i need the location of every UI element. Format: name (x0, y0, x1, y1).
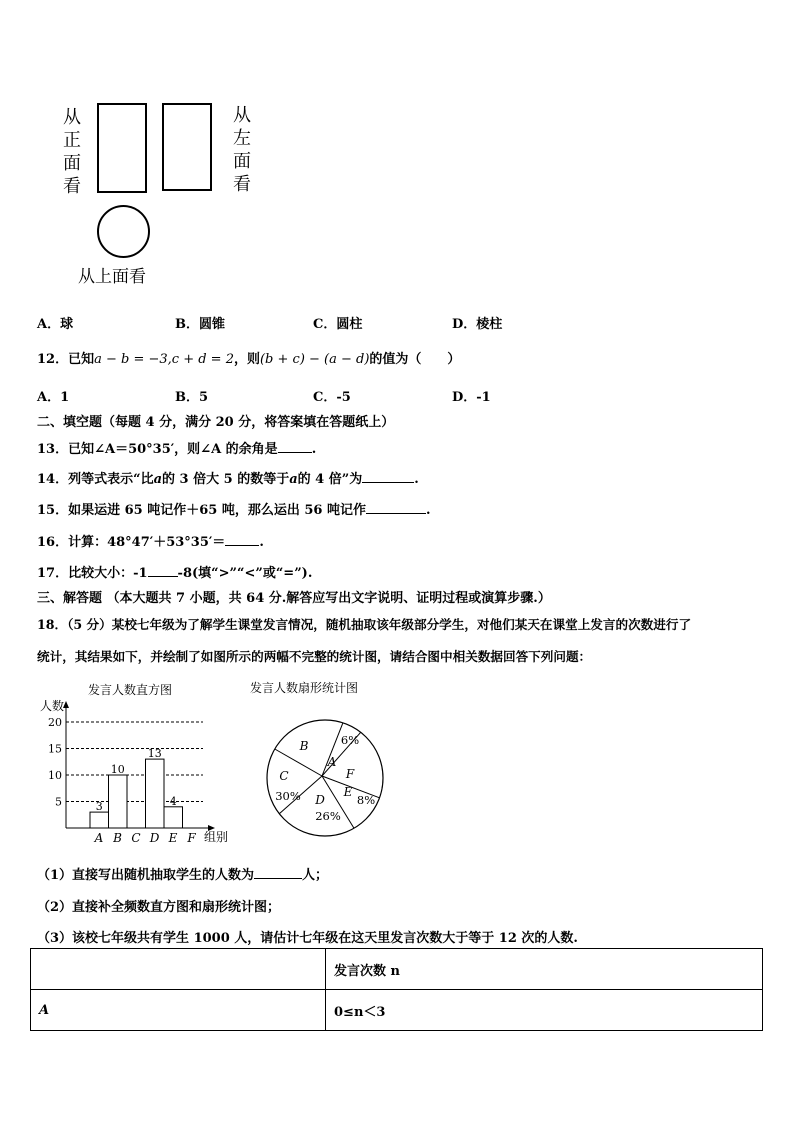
sub-question-1: （1）直接写出随机抽取学生的人数为 人； (37, 868, 329, 883)
front-view-rectangle (97, 103, 147, 193)
bar-value-label: 13 (147, 747, 162, 761)
front-view-label: 从 正 面 看 (63, 107, 81, 197)
frequency-table (30, 948, 763, 1031)
x-tick-label: E (168, 831, 178, 845)
q12-option-b: B．5 (175, 390, 209, 405)
answer-blank (362, 470, 414, 483)
pie-slice-label: F (345, 767, 355, 781)
section-3-heading: 三、解答题 （本大题共 7 小题，共 64 分.解答应写出文字说明、证明过程或演算步骤.） (37, 591, 551, 606)
q11-option-b: B．圆锥 (175, 317, 225, 332)
table-row (31, 990, 763, 1031)
x-tick-label: A (94, 831, 104, 845)
table-cell: A (31, 990, 326, 1031)
pie-slice-label: B (299, 739, 309, 753)
y-tick-label: 10 (48, 769, 62, 782)
q12-formula-1: a − b = −3,c + d = 2 (94, 352, 234, 367)
pie-slice-label: A (327, 755, 337, 769)
left-view-label: 从 左 面 看 (233, 105, 251, 195)
y-tick-label: 20 (48, 716, 62, 729)
top-view-label: 从上面看 (78, 267, 146, 287)
question-15: 15．如果运进 65 吨记作＋65 吨，那么运出 56 吨记作 . (37, 503, 431, 518)
pie-slice-percent: 30% (275, 789, 301, 803)
top-view-circle (97, 205, 150, 258)
bar-value-label: 3 (95, 800, 103, 814)
table-header-cell: 发言次数 n (326, 949, 763, 990)
bar-chart-xlabel: 组别 (204, 830, 229, 844)
pie-slice-label: D (315, 793, 325, 807)
q11-option-d: D．棱柱 (452, 317, 503, 332)
sub-question-2: （2）直接补全频数直方图和扇形统计图； (37, 900, 281, 915)
question-18-line-2: 统计，其结果如下，并绘制了如图所示的两幅不完整的统计图，请结合图中相关数据回答下列问题： (37, 649, 592, 664)
x-tick-label: D (149, 831, 160, 845)
bar-chart-title: 发言人数直方图 (88, 683, 173, 697)
bar-chart-ylabel: 人数 (40, 699, 65, 713)
bar-chart (38, 678, 238, 848)
q12-option-a: A．1 (37, 390, 70, 405)
pie-slice-percent: 8% (356, 793, 376, 807)
bar (146, 759, 165, 828)
left-view-rectangle (162, 103, 212, 191)
question-13: 13．已知∠A＝50°35′，则∠A 的余角是 . (37, 442, 317, 457)
q12-formula-2: (b + c) − (a − d) (259, 352, 370, 367)
q11-option-a: A．球 (37, 317, 74, 332)
section-2-heading: 二、填空题（每题 4 分，满分 20 分，将答案填在答题纸上） (37, 415, 395, 430)
y-tick-label: 5 (55, 795, 62, 809)
answer-blank (254, 866, 302, 879)
q12-option-d: D．-1 (452, 390, 491, 405)
answer-blank (366, 501, 426, 514)
bar-value-label: 10 (110, 763, 125, 776)
bar (164, 807, 183, 828)
pie-slice-percent: 26% (315, 809, 341, 823)
bar (109, 775, 128, 828)
x-tick-label: C (131, 831, 141, 845)
x-tick-label: F (187, 831, 196, 845)
question-17: 17．比较大小：-1 -8(填“>”“<”或“=”). (37, 566, 313, 581)
answer-blank (148, 564, 178, 577)
pie-slice-label: C (279, 769, 289, 783)
question-18-line-1: 18．（5 分）某校七年级为了解学生课堂发言情况，随机抽取该年级部分学生，对他们某天在课堂上发言的次数进行了 (37, 617, 692, 632)
answer-blank (278, 440, 312, 453)
table-header-cell (31, 949, 326, 990)
q12-option-c: C．-5 (313, 390, 351, 405)
pie-chart (245, 678, 405, 848)
pie-slice-label: E (343, 785, 353, 799)
y-tick-label: 15 (48, 742, 62, 756)
q11-option-c: C．圆柱 (313, 317, 363, 332)
bar (90, 812, 109, 828)
pie-slice-percent: 6% (340, 733, 360, 747)
question-14: 14．列等式表示“比a的 3 倍大 5 的数等于a的 4 倍”为 . (37, 472, 419, 487)
question-12: 12．已知a − b = −3,c + d = 2，则(b + c) − (a − d)的值为（ ） (37, 352, 461, 367)
table-cell: 0≤n＜3 (326, 990, 763, 1031)
answer-blank (225, 533, 259, 546)
pie-chart-title: 发言人数扇形统计图 (250, 681, 359, 695)
sub-question-3: （3）该校七年级共有学生 1000 人，请估计七年级在这天里发言次数大于等于 12 次的人数. (37, 931, 578, 946)
question-16: 16．计算：48°47′＋53°35′＝ . (37, 535, 264, 550)
table-header-row (31, 949, 763, 990)
bar-value-label: 4 (169, 794, 177, 808)
x-tick-label: B (113, 831, 122, 845)
